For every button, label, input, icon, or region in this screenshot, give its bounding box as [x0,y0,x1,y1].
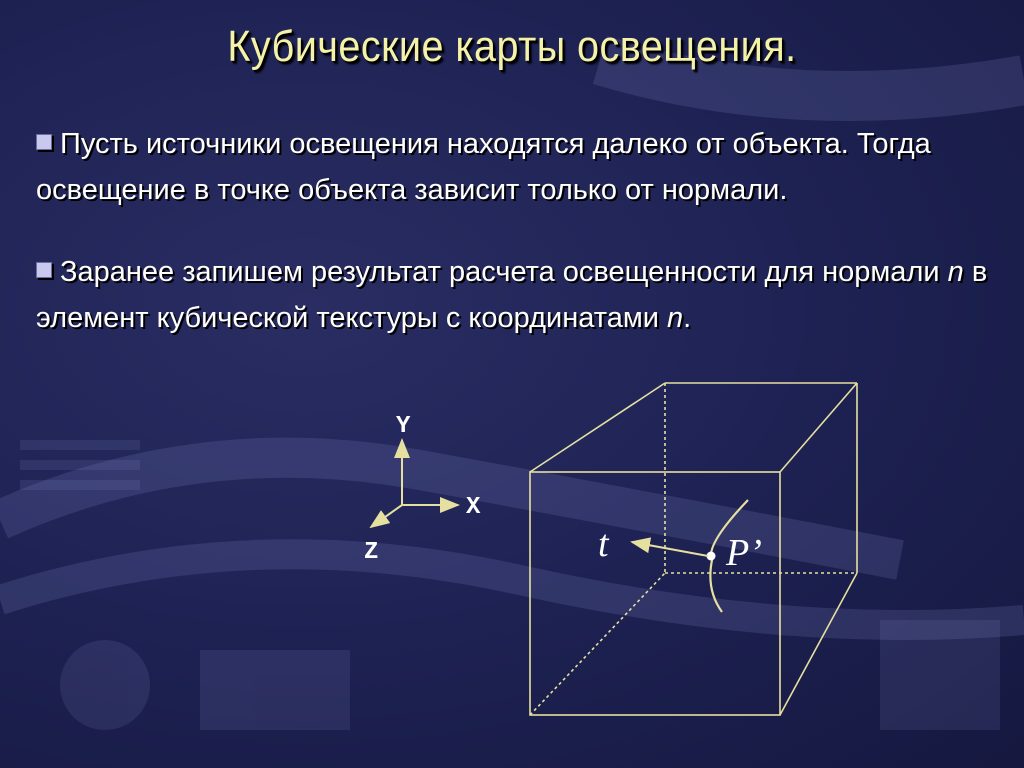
paragraph-2-text-start: Заранее запишем результат расчета освещенности для нормали [60,256,948,288]
axis-z-label: Z [364,539,379,566]
axis-z-line [371,505,402,527]
cube-front-face [530,472,780,715]
axis-x-label: X [466,494,481,521]
paragraph-2-italic-n-1: n [947,256,964,288]
cube-edge [530,383,665,472]
cube-edge [780,383,857,472]
paragraph-2-italic-n-2: n [667,302,684,334]
paragraph-2-text-middle: в элемент кубической текстуры с координатами [36,256,988,334]
cube-edge [780,573,857,715]
paragraph-1-text: Пусть источники освещения находятся далеко от объекта. Тогда освещение в точке объекта зависит только от нормали. [36,128,931,206]
point-label: P’ [726,532,762,574]
tangent-vector [632,542,708,556]
slide-title: Кубические карты освещения. [227,22,797,71]
axis-y-label: Y [396,413,411,440]
tangent-label: t [598,523,609,565]
cube [530,383,857,715]
coordinate-axes [371,440,458,527]
paragraph-2-text-end: . [683,302,692,334]
cube-hidden-edge [530,573,665,715]
